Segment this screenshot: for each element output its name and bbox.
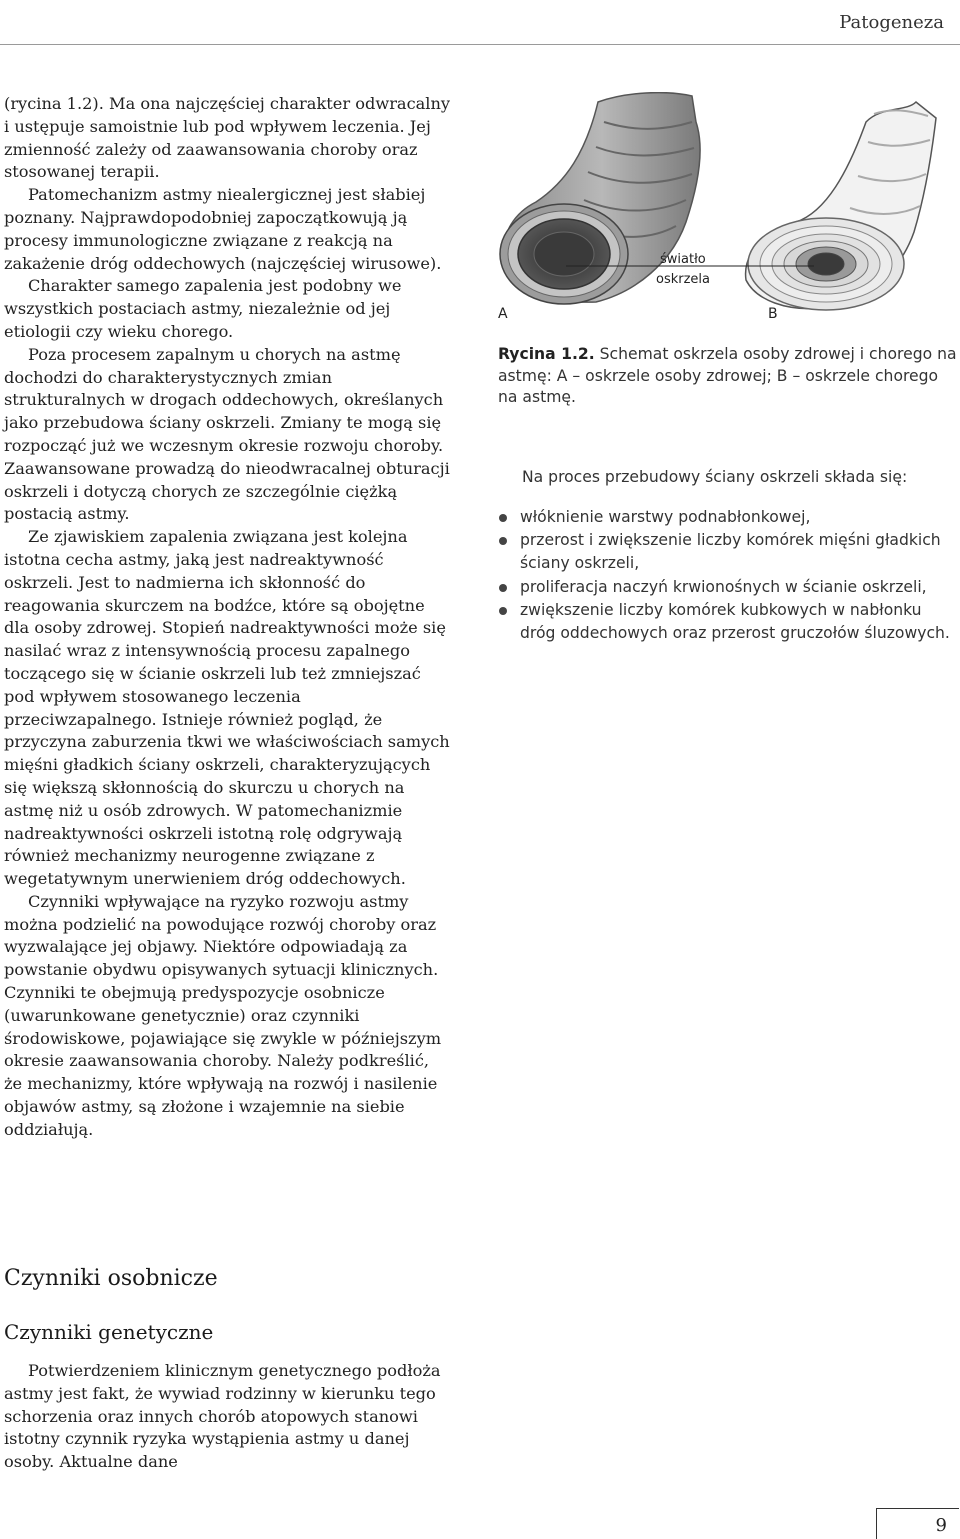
lumen-label-line1: światło	[660, 252, 706, 267]
running-head	[0, 0, 960, 45]
figure-label-a: A	[498, 306, 508, 322]
paragraph-1: (rycina 1.2). Ma ona najczęściej charakter odwracalny i ustępuje samoistnie lub pod wpływem leczenia. Jej zmienność zależy od zaawansowania choroby oraz stosowanej terapii.	[4, 94, 451, 182]
list-item: przerost i zwiększenie liczby komórek mięśni gładkich ściany oskrzeli,	[498, 529, 958, 575]
paragraph-6: Czynniki wpływające na ryzyko rozwoju astmy można podzielić na powodujące rozwój choroby oraz wyzwalające jej objawy. Niektóre odpowiadają za powstanie obydwu opisywanych sytuacji klinicznych. Czynniki te obejmują predyspozycje osobnicze (uwarunkowane genetycznie) oraz czynniki środowiskowe, pojawiające się zwykle w późniejszym okresie zaawansowania choroby. Należy podkreślić, że mechanizmy, które wpływają na rozwój i nasilenie objawów astmy, są złożone i wzajemnie na siebie oddziałują.	[4, 891, 442, 1139]
bullet-icon	[499, 584, 507, 592]
list-item: proliferacja naczyń krwionośnych w ścianie oskrzeli,	[498, 576, 958, 599]
main-text-column	[4, 93, 452, 1142]
paragraph-4: Poza procesem zapalnym u chorych na astmę dochodzi do charakterystycznych zmian strukturalnych w drogach oddechowych, określanych jako przebudowa ściany oskrzeli. Zmiany te mogą się rozpocząć już we wczesnym okresie rozwoju choroby. Zaawansowane prowadzą do nieodwracalnej obturacji oskrzeli i dotyczą chorych ze szczególnie ciężką postacią astmy.	[4, 344, 450, 524]
bronchus-figure	[496, 92, 958, 332]
figure-caption	[498, 344, 958, 409]
list-item: włóknienie warstwy podnabłonkowej,	[498, 506, 958, 529]
list-item: zwiększenie liczby komórek kubkowych w nabłonku dróg oddechowych oraz przerost gruczołów śluzowych.	[498, 599, 958, 645]
bronchus-illustration	[496, 92, 958, 332]
bullet-icon	[499, 537, 507, 545]
lumen-label-line2: oskrzela	[656, 272, 710, 287]
paragraph-5: Ze zjawiskiem zapalenia związana jest kolejna istotna cecha astmy, jaką jest nadreaktywność oskrzeli. Jest to nadmierna ich skłonność do reagowania skurczem na bodźce, które są obojętne dla osoby zdrowej. Stopień nadreaktywności może się nasilać wraz z intensywnością procesu zapalnego toczącego się w ścianie oskrzeli lub też zmniejszać pod wpływem stosowanego leczenia przeciwzapalnego. Istnieje również pogląd, że przyczyna zaburzenia tkwi we właściwościach samych mięśni gładkich ściany oskrzeli, charakteryzujących się większą skłonnością do skurczu u chorych na astmę niż u osób zdrowych. W patomechanizmie nadreaktywności oskrzeli istotną rolę odgrywają również mechanizmy neurogenne związane z wegetatywnym unerwieniem dróg oddechowych.	[4, 527, 450, 889]
page-number-box	[876, 1508, 959, 1539]
section-heading-genetic-factors: Czynniki genetyczne	[4, 1320, 214, 1344]
bullet-icon	[499, 514, 507, 522]
bullet-icon	[499, 607, 507, 615]
remodeling-list	[498, 506, 958, 645]
section-heading-personal-factors: Czynniki osobnicze	[4, 1266, 218, 1291]
running-title: Patogeneza	[839, 12, 944, 33]
page-number: 9	[935, 1515, 947, 1536]
figure-label-b: B	[768, 306, 778, 322]
paragraph-2: Patomechanizm astmy niealergicznej jest słabiej poznany. Najprawdopodobniej zapoczątkowują ją procesy immunologiczne związane z reakcją na zakażenie dróg oddechowych (najczęściej wirusowe).	[4, 185, 442, 273]
figure-caption-number: Rycina 1.2.	[498, 345, 595, 363]
figure-caption-text: Schemat oskrzela osoby zdrowej i chorego na astmę: A – oskrzele osoby zdrowej; B – oskrzele chorego na astmę.	[498, 345, 957, 407]
bronchus-b-asthma	[746, 102, 936, 310]
genetic-factors-paragraph: Potwierdzeniem klinicznym genetycznego podłoża astmy jest fakt, że wywiad rodzinny w kierunku tego schorzenia oraz innych chorób atopowych stanowi istotny czynnik ryzyka wystąpienia astmy u danej osoby. Aktualne dane	[4, 1361, 441, 1472]
paragraph-3: Charakter samego zapalenia jest podobny we wszystkich postaciach astmy, niezależnie od jej etiologii czy wieku chorego.	[4, 276, 402, 341]
remodeling-intro: Na proces przebudowy ściany oskrzeli składa się:	[522, 468, 908, 486]
